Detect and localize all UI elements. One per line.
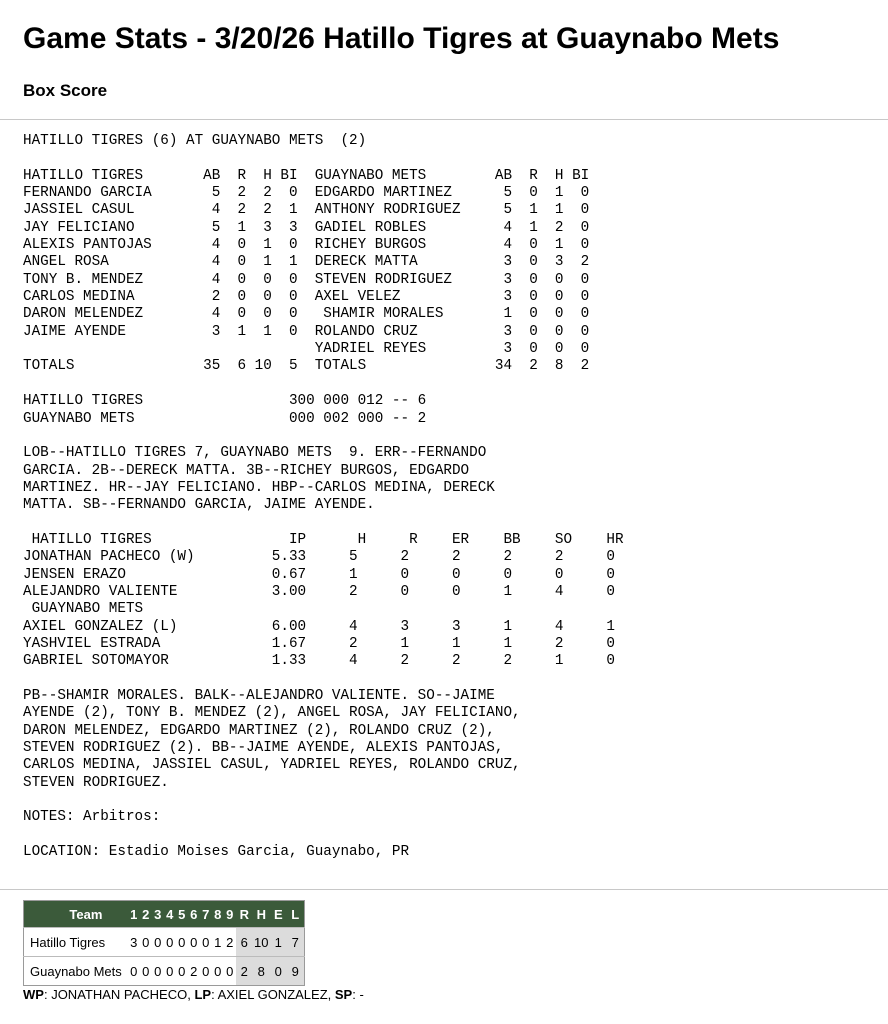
inning-score: 1: [212, 928, 224, 957]
box-score-text: HATILLO TIGRES (6) AT GUAYNABO METS (2) HATILLO TIGRES AB R H BI GUAYNABO METS AB R H BI FERNANDO GARCIA 5 2 2 0 EDGARDO MARTINEZ 5 0 1 0 JASSIEL CASUL 4 2 2 1 ANTHONY RODRIGUEZ 5 1 1 0 JAY FELICIANO 5 1 3 3 GADIEL ROBLES 4 1 2 0 ALEXIS PANTOJAS 4 0 1 0 RICHEY BURGOS 4 0 1 0 ANGEL ROSA 4 0 1 1 DERECK MATTA 3 0 3 2 TONY B. MENDEZ 4 0 0 0 STEVEN RODRIGUEZ 3 0 0 0 CARLOS MEDINA 2 0 0 0 AXEL VELEZ 3 0 0 0 DARON MELENDEZ 4 0 0 0 SHAMIR MORALES 1 0 0 0 JAIME AYENDE 3 1 1 0 ROLANDO CRUZ 3 0 0 0 YADRIEL REYES 3 0 0 0 TOTALS 35 6 10 5 TOTALS 34 2 8 2 HATILLO TIGRES 300 000 012 -- 6 GUAYNABO METS 000 002 000 -- 2 LOB--HATILLO TIGRES 7, GUAYNABO METS 9. ERR--FERNANDO GARCIA. 2B--DERECK MATTA. 3B--RICHEY BURGOS, EDGARDO MARTINEZ. HR--JAY FELICIANO. HBP--CARLOS MEDINA, DERECK MATTA. SB--FERNANDO GARCIA, JAIME AYENDE. HATILLO TIGRES IP H R ER BB SO HR JONATHAN PACHECO (W) 5.33 5 2 2 2 2 0 JENSEN ERAZO 0.67 1 0 0 0 0 0 ALEJANDRO VALIENTE 3.00 2 0 0 1 4 0 GUAYNABO METS AXIEL GONZALEZ (L) 6.00 4 3 3 1 4 1 YASHVIEL ESTRADA 1.67 2 1 1 1 2 0 GABRIEL SOTOMAYOR 1.33 4 2 2 2 1 0 PB--SHAMIR MORALES. BALK--ALEJANDRO VALIENTE. SO--JAIME AYENDE (2), TONY B. MENDEZ (2), ANGEL ROSA, JAY FELICIANO, DARON MELENDEZ, EDGARDO MARTINEZ (2), ROLANDO CRUZ (2), STEVEN RODRIGUEZ (2). BB--JAIME AYENDE, ALEXIS PANTOJAS, CARLOS MEDINA, JASSIEL CASUL, YADRIEL REYES, ROLANDO CRUZ, STEVEN RODRIGUEZ. NOTES: Arbitros: LOCATION: Estadio Moises Garcia, Guaynabo, PR: [23, 133, 624, 861]
inning-header: 8: [212, 901, 224, 928]
inning-score: 0: [224, 957, 236, 986]
hits-total: 8: [253, 957, 270, 986]
inning-score: 3: [128, 928, 140, 957]
inning-header: 5: [176, 901, 188, 928]
wp-label: WP: [23, 987, 44, 1002]
inning-score: 0: [152, 957, 164, 986]
pitcher-decisions: WP: JONATHAN PACHECO, LP: AXIEL GONZALEZ, SP: -: [23, 987, 364, 1002]
inning-score: 0: [176, 928, 188, 957]
inning-header: 4: [164, 901, 176, 928]
lob-total: 9: [287, 957, 305, 986]
lob-header: L: [287, 901, 305, 928]
hits-total: 10: [253, 928, 270, 957]
team-column-header: Team: [24, 901, 128, 928]
team-name: Hatillo Tigres: [24, 928, 128, 957]
linescore-header-row: [24, 901, 305, 928]
inning-score: 2: [188, 957, 200, 986]
lp-value: AXIEL GONZALEZ: [217, 987, 328, 1002]
lob-total: 7: [287, 928, 305, 957]
inning-score: 0: [164, 928, 176, 957]
inning-header: 9: [224, 901, 236, 928]
page-title: Game Stats - 3/20/26 Hatillo Tigres at Guaynabo Mets: [23, 22, 780, 55]
errors-header: E: [270, 901, 287, 928]
inning-score: 0: [176, 957, 188, 986]
wp-value: JONATHAN PACHECO: [51, 987, 188, 1002]
inning-score: 0: [200, 957, 212, 986]
table-row: [24, 957, 305, 986]
section-title: Box Score: [23, 81, 108, 100]
inning-score: 0: [188, 928, 200, 957]
table-row: [24, 928, 305, 957]
runs-total: 6: [236, 928, 253, 957]
bottom-divider: [0, 889, 888, 890]
team-name: Guaynabo Mets: [24, 957, 128, 986]
lp-label: LP: [194, 987, 212, 1002]
inning-header: 2: [140, 901, 152, 928]
inning-score: 0: [128, 957, 140, 986]
runs-total: 2: [236, 957, 253, 986]
inning-score: 0: [140, 928, 152, 957]
inning-score: 0: [164, 957, 176, 986]
inning-score: 2: [224, 928, 236, 957]
inning-header: 6: [188, 901, 200, 928]
errors-total: 1: [270, 928, 287, 957]
errors-total: 0: [270, 957, 287, 986]
runs-header: R: [236, 901, 253, 928]
sp-value: -: [359, 987, 364, 1002]
sp-label: SP: [334, 987, 353, 1002]
inning-header: 3: [152, 901, 164, 928]
inning-score: 0: [212, 957, 224, 986]
inning-header: 1: [128, 901, 140, 928]
inning-score: 0: [152, 928, 164, 957]
inning-score: 0: [200, 928, 212, 957]
inning-header: 7: [200, 901, 212, 928]
hits-header: H: [253, 901, 270, 928]
top-divider: [0, 119, 888, 120]
linescore-table: [23, 900, 305, 986]
inning-score: 0: [140, 957, 152, 986]
